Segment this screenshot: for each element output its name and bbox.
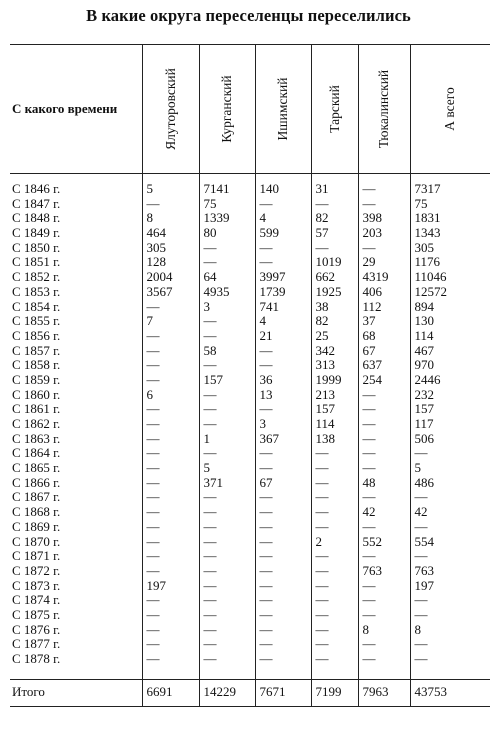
value-cell: — xyxy=(199,652,255,667)
value-cell: — xyxy=(255,241,311,256)
value-cell: — xyxy=(142,652,199,667)
value-cell: — xyxy=(255,564,311,579)
value-cell: 637 xyxy=(358,358,410,373)
value-cell: — xyxy=(358,608,410,623)
table-row xyxy=(10,255,490,270)
value-cell: 5 xyxy=(199,461,255,476)
value-cell: 42 xyxy=(358,505,410,520)
value-cell: — xyxy=(311,461,358,476)
spacer-cell xyxy=(199,667,255,680)
value-cell: 8 xyxy=(358,623,410,638)
value-cell: — xyxy=(199,255,255,270)
value-cell: 7141 xyxy=(199,182,255,197)
value-cell: — xyxy=(199,402,255,417)
value-cell: — xyxy=(199,241,255,256)
value-cell: — xyxy=(410,446,490,461)
column-header xyxy=(255,45,311,174)
value-cell: 313 xyxy=(311,358,358,373)
table-row xyxy=(10,373,490,388)
year-cell: С 1858 г. xyxy=(12,357,61,373)
table-row xyxy=(10,417,490,432)
year-cell: С 1878 г. xyxy=(12,651,61,666)
year-cell: С 1849 г. xyxy=(12,225,61,241)
value-cell: 599 xyxy=(255,226,311,241)
value-cell: — xyxy=(142,623,199,638)
value-cell: 7317 xyxy=(410,182,490,197)
year-cell: С 1855 г. xyxy=(12,313,61,329)
value-cell: — xyxy=(142,358,199,373)
year-cell: С 1848 г. xyxy=(12,210,61,226)
year-cell: С 1856 г. xyxy=(12,327,61,343)
value-cell: — xyxy=(142,432,199,447)
value-cell: — xyxy=(255,520,311,535)
value-cell: — xyxy=(142,300,199,315)
table-row xyxy=(10,241,490,256)
value-cell: 25 xyxy=(311,329,358,344)
year-cell: С 1875 г. xyxy=(12,606,61,622)
year-cell: С 1867 г. xyxy=(12,489,61,505)
value-cell: — xyxy=(358,388,410,403)
spacer-cell xyxy=(311,667,358,680)
total-value-cell: 7963 xyxy=(358,679,410,706)
value-cell: — xyxy=(311,579,358,594)
value-cell: — xyxy=(410,549,490,564)
value-cell: 80 xyxy=(199,226,255,241)
value-cell: 8 xyxy=(142,211,199,226)
year-cell: С 1851 г. xyxy=(12,254,61,270)
value-cell: — xyxy=(410,608,490,623)
value-cell: — xyxy=(311,608,358,623)
year-cell: С 1846 г. xyxy=(12,181,61,196)
column-header xyxy=(311,45,358,174)
table-row xyxy=(10,476,490,491)
value-cell: — xyxy=(311,520,358,535)
value-cell: — xyxy=(311,623,358,638)
value-cell: — xyxy=(255,623,311,638)
table-row xyxy=(10,285,490,300)
value-cell: — xyxy=(199,623,255,638)
value-cell: — xyxy=(358,637,410,652)
value-cell: — xyxy=(255,593,311,608)
column-header-label: Ишимский xyxy=(274,77,290,141)
data-table xyxy=(10,44,490,707)
value-cell: 128 xyxy=(142,255,199,270)
value-cell: 117 xyxy=(410,417,490,432)
value-cell: — xyxy=(358,417,410,432)
value-cell: 232 xyxy=(410,388,490,403)
value-cell: 58 xyxy=(199,344,255,359)
total-value-cell: 43753 xyxy=(410,679,490,706)
value-cell: 140 xyxy=(255,182,311,197)
value-cell: 29 xyxy=(358,255,410,270)
value-cell: — xyxy=(255,402,311,417)
column-header xyxy=(410,45,490,174)
year-cell: С 1860 г. xyxy=(12,386,61,402)
value-cell: — xyxy=(255,197,311,212)
value-cell: 763 xyxy=(358,564,410,579)
value-cell: — xyxy=(199,637,255,652)
value-cell: — xyxy=(142,461,199,476)
value-cell: — xyxy=(199,388,255,403)
table-row xyxy=(10,182,490,197)
value-cell: — xyxy=(311,446,358,461)
value-cell: 197 xyxy=(410,579,490,594)
value-cell: 367 xyxy=(255,432,311,447)
value-cell: 467 xyxy=(410,344,490,359)
value-cell: — xyxy=(311,549,358,564)
value-cell: — xyxy=(311,505,358,520)
value-cell: — xyxy=(255,652,311,667)
table-row xyxy=(10,314,490,329)
table-row xyxy=(10,535,490,550)
year-cell: С 1864 г. xyxy=(12,445,61,461)
value-cell: — xyxy=(142,535,199,550)
value-cell: — xyxy=(142,520,199,535)
table-row xyxy=(10,505,490,520)
value-cell: 114 xyxy=(410,329,490,344)
value-cell: 552 xyxy=(358,535,410,550)
table-row xyxy=(10,211,490,226)
year-cell: С 1871 г. xyxy=(12,548,61,564)
value-cell: 2446 xyxy=(410,373,490,388)
year-cell: С 1850 г. xyxy=(12,239,61,255)
value-cell: — xyxy=(311,476,358,491)
value-cell: — xyxy=(311,593,358,608)
value-cell: 554 xyxy=(410,535,490,550)
value-cell: 138 xyxy=(311,432,358,447)
value-cell: — xyxy=(199,520,255,535)
year-cell: С 1868 г. xyxy=(12,504,61,520)
value-cell: 11046 xyxy=(410,270,490,285)
value-cell: 64 xyxy=(199,270,255,285)
column-header xyxy=(142,45,199,174)
year-cell: С 1861 г. xyxy=(12,401,61,417)
column-header-label: Тюкалинский xyxy=(375,69,391,149)
table-row xyxy=(10,358,490,373)
column-header xyxy=(358,45,410,174)
table-row xyxy=(10,432,490,447)
table-row xyxy=(10,520,490,535)
year-cell: С 1854 г. xyxy=(12,298,61,314)
table-row xyxy=(10,490,490,505)
value-cell: — xyxy=(199,329,255,344)
value-cell: — xyxy=(142,402,199,417)
year-cell: С 1866 г. xyxy=(12,474,61,490)
value-cell: 82 xyxy=(311,314,358,329)
value-cell: — xyxy=(142,417,199,432)
value-cell: 305 xyxy=(410,241,490,256)
value-cell: — xyxy=(199,549,255,564)
year-cell: С 1863 г. xyxy=(12,430,61,446)
value-cell: 31 xyxy=(311,182,358,197)
value-cell: — xyxy=(358,652,410,667)
value-cell: — xyxy=(142,608,199,623)
value-cell: — xyxy=(199,446,255,461)
value-cell: — xyxy=(255,608,311,623)
column-header-label: Ялуторовский xyxy=(162,68,178,150)
value-cell: — xyxy=(410,490,490,505)
value-cell: — xyxy=(410,637,490,652)
settlers-table xyxy=(10,44,490,749)
year-cell: С 1869 г. xyxy=(12,518,61,534)
value-cell: 464 xyxy=(142,226,199,241)
value-cell: — xyxy=(142,549,199,564)
column-header xyxy=(199,45,255,174)
value-cell: — xyxy=(142,329,199,344)
value-cell: 37 xyxy=(358,314,410,329)
year-cell: С 1876 г. xyxy=(12,621,61,637)
spacer-cell xyxy=(10,667,142,680)
value-cell: 4 xyxy=(255,211,311,226)
value-cell: 5 xyxy=(142,182,199,197)
value-cell: 213 xyxy=(311,388,358,403)
row-header-label: С какого времени xyxy=(12,100,118,116)
value-cell: — xyxy=(358,446,410,461)
value-cell: 82 xyxy=(311,211,358,226)
value-cell: — xyxy=(255,344,311,359)
value-cell: 3 xyxy=(199,300,255,315)
value-cell: 36 xyxy=(255,373,311,388)
value-cell: — xyxy=(199,490,255,505)
value-cell: — xyxy=(410,652,490,667)
value-cell: 67 xyxy=(358,344,410,359)
value-cell: — xyxy=(255,549,311,564)
value-cell: 157 xyxy=(199,373,255,388)
value-cell: 197 xyxy=(142,579,199,594)
table-row xyxy=(10,344,490,359)
column-header-label: Тарский xyxy=(326,85,342,133)
value-cell: — xyxy=(311,652,358,667)
value-cell: — xyxy=(311,490,358,505)
value-cell: — xyxy=(199,593,255,608)
value-cell: — xyxy=(199,564,255,579)
value-cell: 662 xyxy=(311,270,358,285)
table-row xyxy=(10,270,490,285)
year-cell: С 1859 г. xyxy=(12,371,61,387)
spacer-row xyxy=(10,667,490,680)
total-value-cell: 7671 xyxy=(255,679,311,706)
value-cell: — xyxy=(311,241,358,256)
value-cell: — xyxy=(358,461,410,476)
spacer-cell xyxy=(142,667,199,680)
table-row xyxy=(10,637,490,652)
spacer-cell xyxy=(410,667,490,680)
table-row xyxy=(10,461,490,476)
value-cell: 1 xyxy=(199,432,255,447)
year-cell: С 1852 г. xyxy=(12,269,61,285)
table-row xyxy=(10,652,490,667)
value-cell: 157 xyxy=(410,402,490,417)
value-cell: — xyxy=(255,490,311,505)
table-row xyxy=(10,402,490,417)
year-cell: С 1865 г. xyxy=(12,460,61,476)
value-cell: — xyxy=(142,564,199,579)
spacer-cell xyxy=(358,667,410,680)
value-cell: 130 xyxy=(410,314,490,329)
value-cell: 5 xyxy=(410,461,490,476)
table-row xyxy=(10,549,490,564)
value-cell: 38 xyxy=(311,300,358,315)
value-cell: — xyxy=(255,637,311,652)
table-row xyxy=(10,623,490,638)
value-cell: 371 xyxy=(199,476,255,491)
value-cell: 75 xyxy=(410,197,490,212)
total-value-cell: 6691 xyxy=(142,679,199,706)
value-cell: — xyxy=(255,505,311,520)
value-cell: 2 xyxy=(311,535,358,550)
value-cell: 8 xyxy=(410,623,490,638)
value-cell: 157 xyxy=(311,402,358,417)
value-cell: 203 xyxy=(358,226,410,241)
value-cell: 112 xyxy=(358,300,410,315)
value-cell: — xyxy=(199,608,255,623)
total-row xyxy=(10,679,490,706)
value-cell: — xyxy=(142,505,199,520)
table-body xyxy=(10,174,490,707)
year-cell: С 1857 г. xyxy=(12,342,61,358)
value-cell: 4935 xyxy=(199,285,255,300)
value-cell: — xyxy=(199,358,255,373)
value-cell: 741 xyxy=(255,300,311,315)
value-cell: — xyxy=(410,520,490,535)
value-cell: 1739 xyxy=(255,285,311,300)
value-cell: 75 xyxy=(199,197,255,212)
page-title: В какие округа переселенцы переселились xyxy=(86,6,411,25)
value-cell: — xyxy=(255,461,311,476)
value-cell: 406 xyxy=(358,285,410,300)
value-cell: 2004 xyxy=(142,270,199,285)
value-cell: 4319 xyxy=(358,270,410,285)
value-cell: 7 xyxy=(142,314,199,329)
table-row xyxy=(10,300,490,315)
value-cell: 13 xyxy=(255,388,311,403)
value-cell: 1925 xyxy=(311,285,358,300)
value-cell: — xyxy=(311,197,358,212)
value-cell: 42 xyxy=(410,505,490,520)
table-row xyxy=(10,388,490,403)
year-cell: С 1870 г. xyxy=(12,533,61,549)
year-cell: С 1874 г. xyxy=(12,592,61,608)
table-row xyxy=(10,226,490,241)
value-cell: 3567 xyxy=(142,285,199,300)
value-cell: — xyxy=(142,373,199,388)
value-cell: — xyxy=(142,476,199,491)
value-cell: — xyxy=(311,637,358,652)
value-cell: — xyxy=(142,593,199,608)
value-cell: 1999 xyxy=(311,373,358,388)
table-row xyxy=(10,579,490,594)
year-cell: С 1877 г. xyxy=(12,636,61,652)
value-cell: — xyxy=(358,182,410,197)
value-cell: 763 xyxy=(410,564,490,579)
value-cell: 3 xyxy=(255,417,311,432)
value-cell: — xyxy=(358,520,410,535)
value-cell: 398 xyxy=(358,211,410,226)
value-cell: — xyxy=(199,505,255,520)
value-cell: 342 xyxy=(311,344,358,359)
value-cell: 1339 xyxy=(199,211,255,226)
value-cell: 486 xyxy=(410,476,490,491)
value-cell: 1019 xyxy=(311,255,358,270)
total-value-cell: 7199 xyxy=(311,679,358,706)
value-cell: 506 xyxy=(410,432,490,447)
value-cell: 894 xyxy=(410,300,490,315)
value-cell: — xyxy=(142,197,199,212)
table-row xyxy=(10,329,490,344)
value-cell: — xyxy=(255,358,311,373)
year-cell: С 1853 г. xyxy=(12,283,61,299)
year-cell: С 1862 г. xyxy=(12,416,61,431)
value-cell: — xyxy=(358,549,410,564)
value-cell: — xyxy=(142,490,199,505)
spacer-cell xyxy=(255,667,311,680)
value-cell: 48 xyxy=(358,476,410,491)
value-cell: — xyxy=(358,593,410,608)
table-row xyxy=(10,593,490,608)
value-cell: 6 xyxy=(142,388,199,403)
value-cell: — xyxy=(255,446,311,461)
value-cell: — xyxy=(358,241,410,256)
value-cell: 3997 xyxy=(255,270,311,285)
value-cell: 254 xyxy=(358,373,410,388)
value-cell: 68 xyxy=(358,329,410,344)
value-cell: 1343 xyxy=(410,226,490,241)
table-row xyxy=(10,197,490,212)
value-cell: — xyxy=(358,402,410,417)
value-cell: 12572 xyxy=(410,285,490,300)
value-cell: 67 xyxy=(255,476,311,491)
value-cell: 305 xyxy=(142,241,199,256)
header-row xyxy=(10,45,490,174)
value-cell: — xyxy=(358,197,410,212)
value-cell: — xyxy=(199,417,255,432)
value-cell: — xyxy=(142,446,199,461)
value-cell: 1176 xyxy=(410,255,490,270)
value-cell: — xyxy=(142,637,199,652)
column-header-label: А всего xyxy=(442,87,457,131)
column-header-label: Курганский xyxy=(218,75,234,143)
value-cell: — xyxy=(358,490,410,505)
year-cell: С 1873 г. xyxy=(12,577,61,593)
value-cell: — xyxy=(358,432,410,447)
value-cell: 1831 xyxy=(410,211,490,226)
row-header-cell xyxy=(10,45,142,174)
value-cell: — xyxy=(410,593,490,608)
year-cell: С 1872 г. xyxy=(12,562,61,578)
value-cell: 21 xyxy=(255,329,311,344)
table-row xyxy=(10,446,490,461)
value-cell: 4 xyxy=(255,314,311,329)
value-cell: — xyxy=(255,579,311,594)
value-cell: — xyxy=(199,535,255,550)
value-cell: — xyxy=(142,344,199,359)
value-cell: — xyxy=(358,579,410,594)
total-value-cell: 14229 xyxy=(199,679,255,706)
value-cell: — xyxy=(255,535,311,550)
value-cell: — xyxy=(255,255,311,270)
value-cell: — xyxy=(311,564,358,579)
value-cell: 114 xyxy=(311,417,358,432)
table-row xyxy=(10,608,490,623)
total-label: Итого xyxy=(10,679,142,706)
value-cell: — xyxy=(199,579,255,594)
value-cell: — xyxy=(199,314,255,329)
year-cell: С 1847 г. xyxy=(12,195,61,211)
table-row xyxy=(10,564,490,579)
value-cell: 57 xyxy=(311,226,358,241)
value-cell: 970 xyxy=(410,358,490,373)
